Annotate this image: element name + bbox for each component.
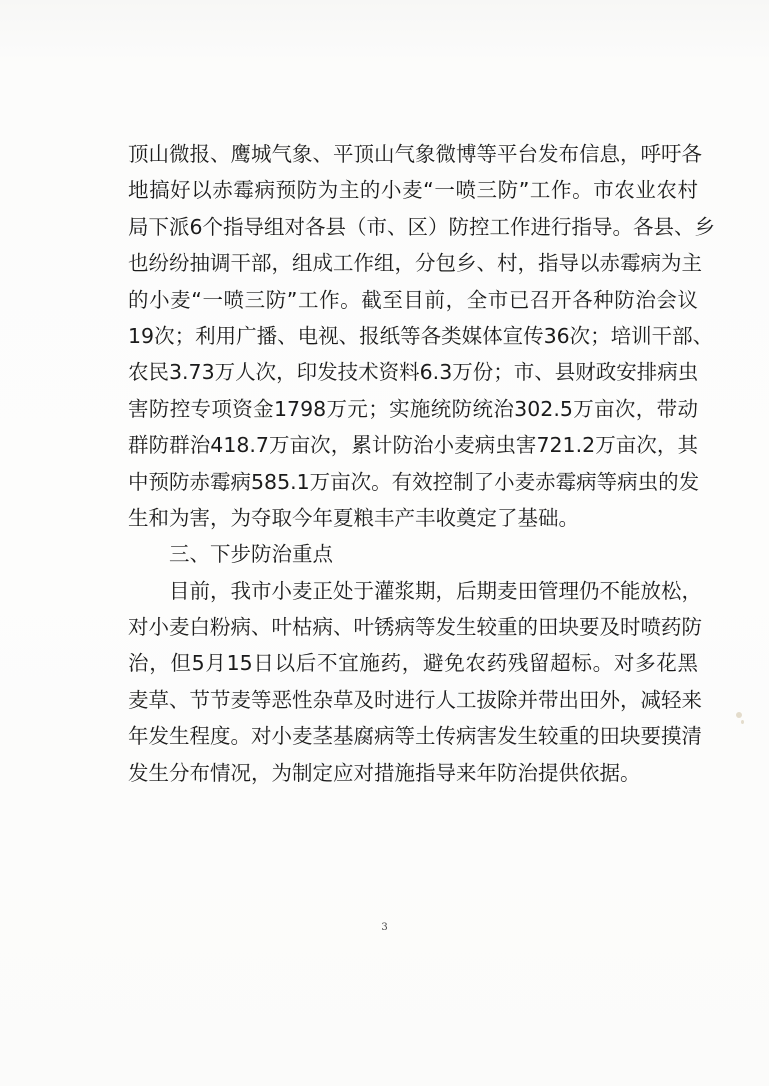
paragraph-1-line: 也纷纷抽调干部，组成工作组，分包乡、村，指导以赤霉病为主: [128, 251, 702, 276]
paragraph-1-line: 中预防赤霉病585.1万亩次。有效控制了小麦赤霉病等病虫的发: [128, 469, 700, 494]
paragraph-1-line: 地搞好以赤霉病预防为主的小麦“一喷三防”工作。市农业农村: [128, 178, 698, 203]
paper-speck: [736, 712, 742, 718]
paragraph-2-line: 发生分布情况，为制定应对措施指导来年防治提供依据。: [128, 760, 641, 785]
paragraph-2-line: 治，但5月15日以后不宜施药，避免农药残留超标。对多花黑: [128, 651, 698, 676]
paragraph-1-line: 害防控专项资金1798万元；实施统防统治302.5万亩次，带动: [128, 396, 698, 421]
section-heading: 三、下步防治重点: [169, 542, 333, 567]
paragraph-1-line: 局下派6个指导组对各县（市、区）防控工作进行指导。各县、乡: [128, 214, 716, 239]
body-text: [128, 136, 716, 791]
paragraph-2-line: 对小麦白粉病、叶枯病、叶锈病等发生较重的田块要及时喷药防: [128, 615, 702, 640]
paragraph-1-line: 的小麦“一喷三防”工作。截至目前，全市已召开各种防治会议: [128, 287, 698, 312]
paragraph-1-line: 顶山微报、鹰城气象、平顶山气象微博等平台发布信息，呼吁各: [128, 142, 702, 166]
paragraph-1-line: 生和为害，为夺取今年夏粮丰产丰收奠定了基础。: [128, 505, 579, 530]
paragraph-2-line: 年发生程度。对小麦茎基腐病等土传病害发生较重的田块要摸清: [128, 724, 702, 749]
paragraph-2-line: 目前，我市小麦正处于灌浆期，后期麦田管理仍不能放松，: [169, 578, 702, 603]
paragraph-1-line: 19次；利用广播、电视、报纸等各类媒体宣传36次；培训干部、: [128, 323, 714, 348]
paper-speck: [741, 720, 744, 724]
page-number: 3: [381, 922, 388, 933]
paragraph-2-line: 麦草、节节麦等恶性杂草及时进行人工拔除并带出田外，减轻来: [128, 687, 702, 712]
paragraph-1-line: 群防群治418.7万亩次，累计防治小麦病虫害721.2万亩次，其: [128, 433, 698, 458]
paragraph-1-line: 农民3.73万人次，印发技术资料6.3万份；市、县财政安排病虫: [128, 360, 699, 385]
